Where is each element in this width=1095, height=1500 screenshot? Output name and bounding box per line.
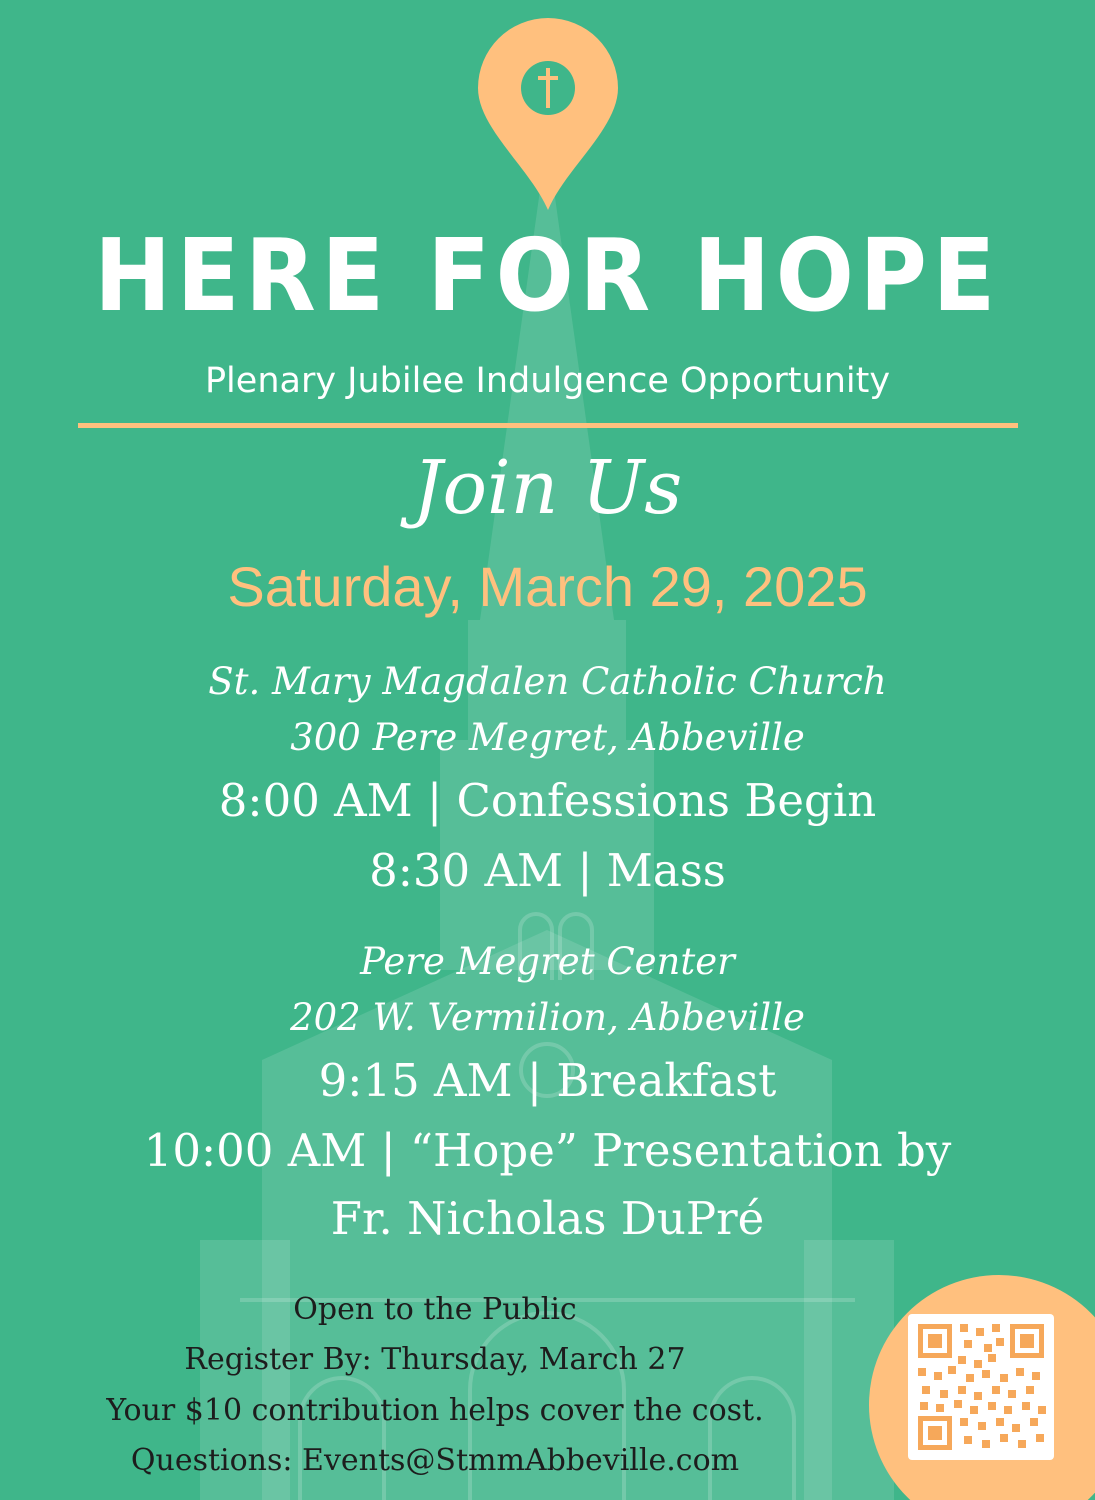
event-title: HERE FOR HOPE bbox=[94, 217, 1001, 334]
contribution-note: Your $10 contribution helps cover the cost. bbox=[106, 1393, 764, 1428]
qr-code-graphic bbox=[908, 1314, 1054, 1460]
location1-address: 300 Pere Megret, Abbeville bbox=[290, 716, 805, 759]
schedule-breakfast: 9:15 AM | Breakfast bbox=[318, 1054, 777, 1107]
location2-address: 202 W. Vermilion, Abbeville bbox=[290, 996, 805, 1039]
presenter-name: Fr. Nicholas DuPré bbox=[330, 1192, 765, 1245]
location2-name: Pere Megret Center bbox=[360, 940, 735, 983]
divider bbox=[78, 423, 1018, 428]
open-to-public: Open to the Public bbox=[293, 1292, 577, 1327]
register-by: Register By: Thursday, March 27 bbox=[184, 1342, 686, 1377]
schedule-mass: 8:30 AM | Mass bbox=[369, 844, 726, 897]
event-subtitle: Plenary Jubilee Indulgence Opportunity bbox=[204, 361, 891, 401]
event-date: Saturday, March 29, 2025 bbox=[227, 555, 868, 618]
qr-code[interactable] bbox=[908, 1314, 1054, 1460]
schedule-presentation: 10:00 AM | “Hope” Presentation by bbox=[143, 1124, 952, 1177]
map-pin-icon bbox=[478, 18, 618, 213]
schedule-confessions: 8:00 AM | Confessions Begin bbox=[218, 774, 877, 827]
location1-name: St. Mary Magdalen Catholic Church bbox=[208, 660, 887, 703]
join-us-heading: Join Us bbox=[412, 445, 683, 531]
questions-email[interactable]: Questions: Events@StmmAbbeville.com bbox=[130, 1443, 740, 1478]
